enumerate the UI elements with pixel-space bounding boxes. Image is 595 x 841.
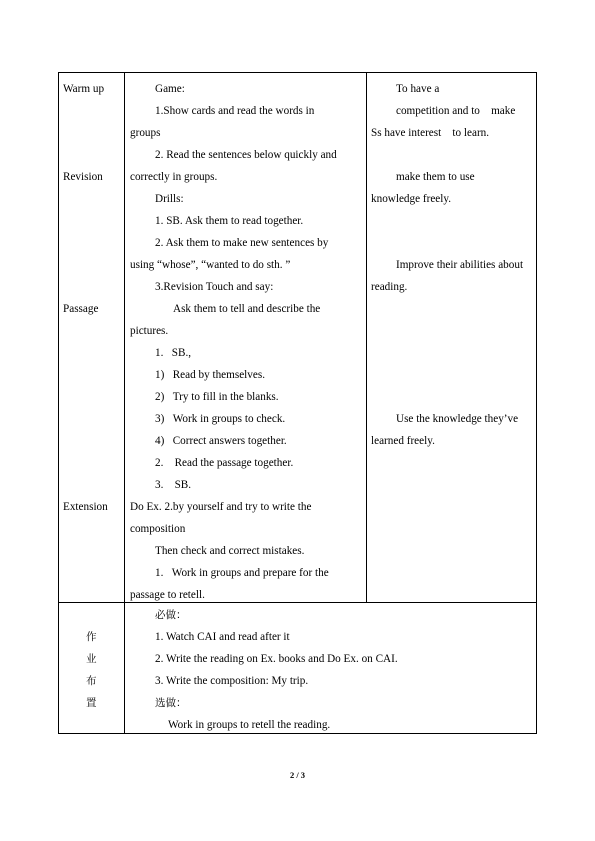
stage-revision: Revision xyxy=(63,171,103,183)
procedure-line: 3.Revision Touch and say: xyxy=(155,281,274,293)
procedure-line: Drills: xyxy=(155,193,184,205)
homework-item: 3. Write the composition: My trip. xyxy=(155,675,309,687)
procedure-line: 3. SB. xyxy=(155,479,192,491)
homework-label-char: 作 xyxy=(86,631,97,643)
procedure-line: groups xyxy=(130,127,161,139)
purpose-line: reading. xyxy=(371,281,408,293)
procedure-line: 2. Read the sentences below quickly and xyxy=(155,149,337,161)
purpose-line: To have a xyxy=(396,83,440,95)
purpose-line: Use the knowledge they’ve xyxy=(396,413,519,425)
procedure-line: 1.Show cards and read the words in xyxy=(155,105,315,117)
homework-optional-item: Work in groups to retell the reading. xyxy=(168,719,331,731)
procedure-line: passage to retell. xyxy=(130,589,205,601)
stage-column-divider xyxy=(124,72,125,734)
stage-extension: Extension xyxy=(63,501,108,513)
purpose-line: learned freely. xyxy=(371,435,435,447)
purpose-line: make them to use xyxy=(396,171,475,183)
lesson-plan-table xyxy=(58,72,537,734)
procedure-line: 2. Ask them to make new sentences by xyxy=(155,237,329,249)
procedure-line: correctly in groups. xyxy=(130,171,218,183)
homework-item: 1. Watch CAI and read after it xyxy=(155,631,290,643)
procedure-line: 4) Correct answers together. xyxy=(155,435,287,447)
procedure-line: 1. SB. Ask them to read together. xyxy=(155,215,304,227)
purpose-line: Ss have interest to learn. xyxy=(371,127,490,139)
procedure-line: 2. Read the passage together. xyxy=(155,457,294,469)
procedure-line: Do Ex. 2.by yourself and try to write the xyxy=(130,501,312,513)
stage-passage: Passage xyxy=(63,303,99,315)
homework-label-char: 置 xyxy=(86,697,97,709)
procedure-line: Game: xyxy=(155,83,185,95)
homework-item: 2. Write the reading on Ex. books and Do Ex. on CAI. xyxy=(155,653,398,665)
purpose-line: competition and to make xyxy=(396,105,516,117)
table-top-border xyxy=(58,72,537,73)
procedure-line: Then check and correct mistakes. xyxy=(155,545,305,557)
procedure-line: 1) Read by themselves. xyxy=(155,369,265,381)
table-bottom-border xyxy=(58,733,537,734)
homework-optional-heading: 选做： xyxy=(155,697,187,709)
procedure-line: Ask them to tell and describe the xyxy=(173,303,321,315)
procedure-line: 2) Try to fill in the blanks. xyxy=(155,391,279,403)
table-right-border xyxy=(536,72,537,734)
purpose-line: knowledge freely. xyxy=(371,193,452,205)
page-number: 2 / 3 xyxy=(289,770,306,780)
procedure-line: composition xyxy=(130,523,186,535)
procedure-line: using “whose”, “wanted to do sth. ” xyxy=(130,259,291,271)
stage-warm-up: Warm up xyxy=(63,83,105,95)
table-left-border xyxy=(58,72,59,734)
procedure-line: 1. SB., xyxy=(155,347,192,359)
homework-required-heading: 必做： xyxy=(155,609,187,621)
purpose-column-divider xyxy=(366,72,367,602)
homework-row-divider xyxy=(58,602,537,603)
homework-label-char: 布 xyxy=(86,675,97,687)
procedure-line: 1. Work in groups and prepare for the xyxy=(155,567,329,579)
purpose-line: Improve their abilities about xyxy=(396,259,524,271)
homework-label-char: 业 xyxy=(86,653,97,665)
procedure-line: pictures. xyxy=(130,325,169,337)
procedure-line: 3) Work in groups to check. xyxy=(155,413,286,425)
